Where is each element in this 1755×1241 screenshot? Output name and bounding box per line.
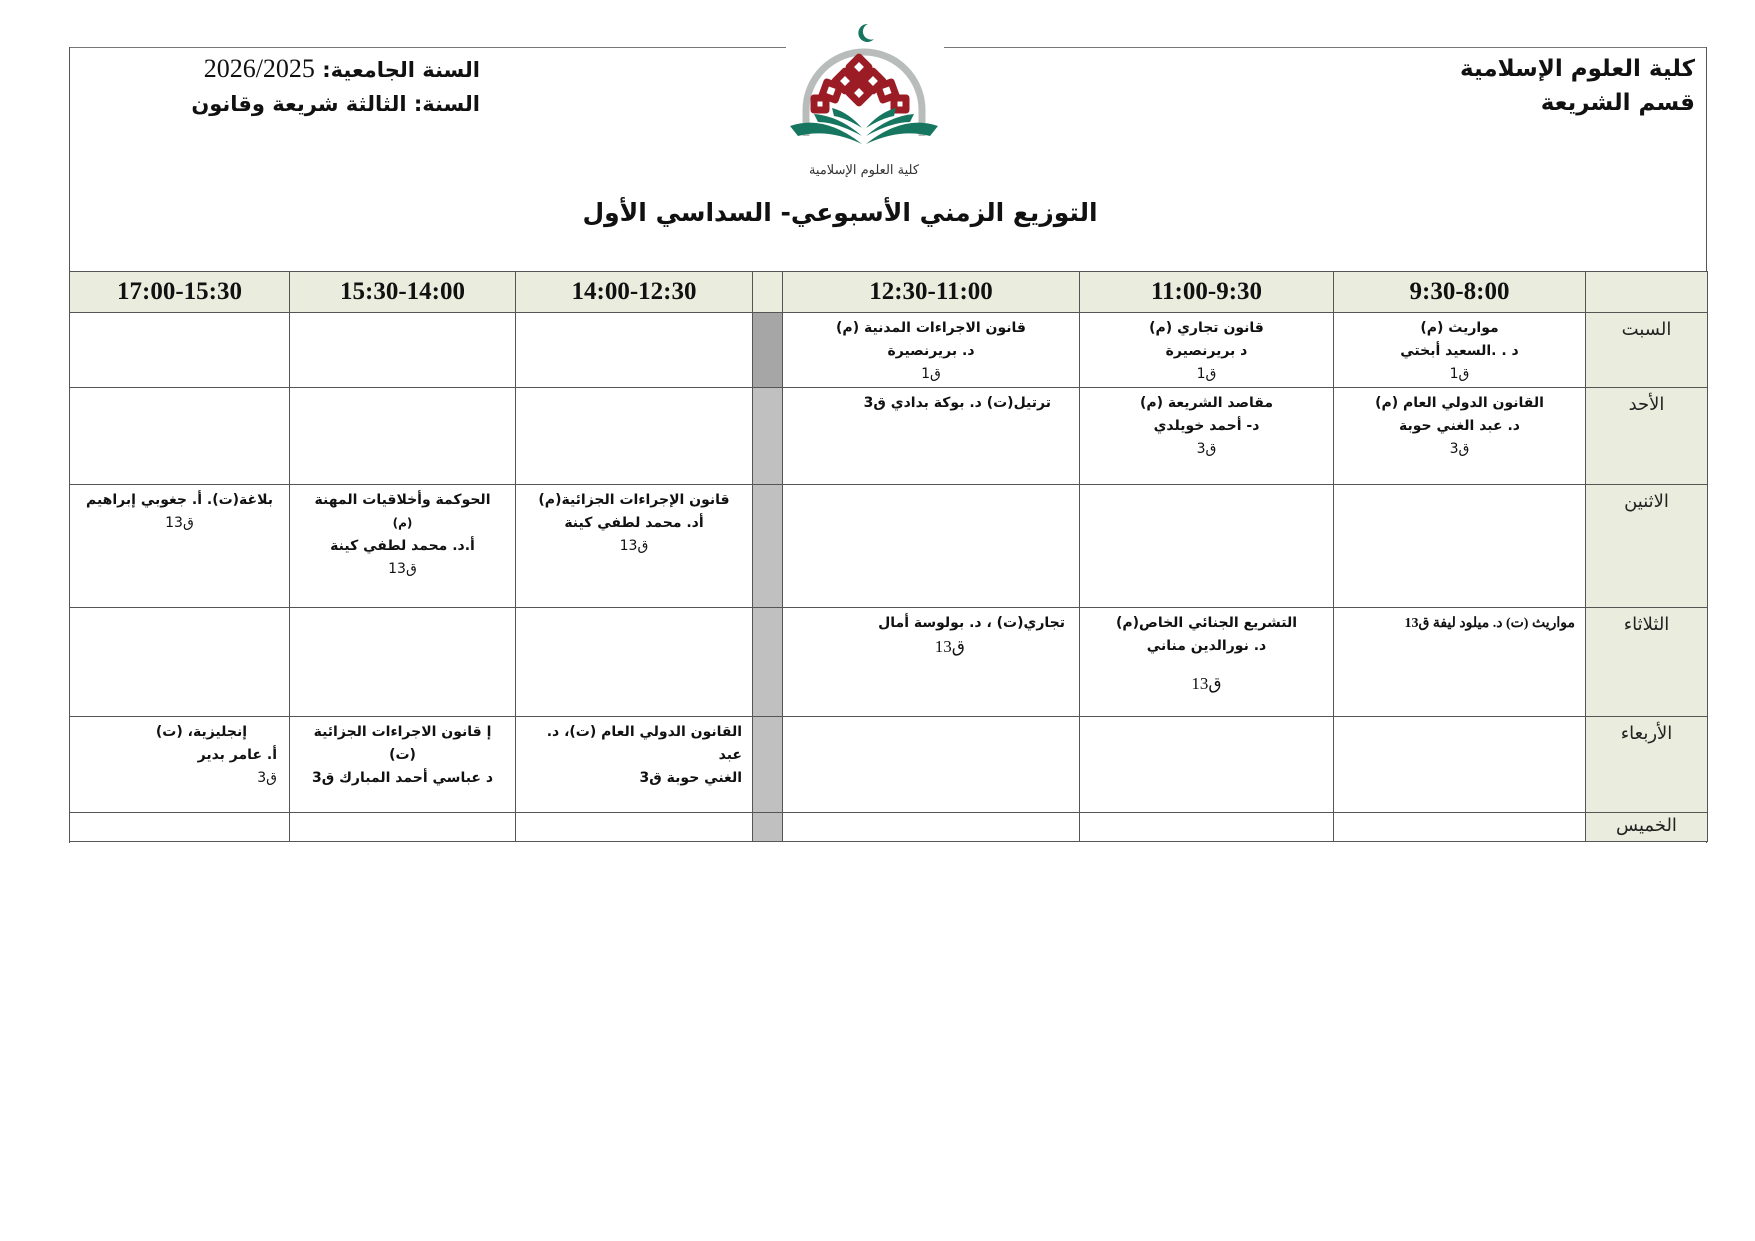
schedule-cell <box>1080 313 1334 388</box>
course-line: إنجليزية، (ت) <box>155 724 247 740</box>
schedule-cell <box>783 388 1080 485</box>
day-label: السبت <box>1586 313 1708 388</box>
room-label: ق13 <box>1191 674 1222 693</box>
cell-spacer <box>1088 658 1325 672</box>
schedule-cell <box>516 813 753 842</box>
schedule-cell <box>1334 717 1586 813</box>
schedule-cell <box>70 608 290 717</box>
schedule-cell <box>1080 485 1334 608</box>
day-row-saturday <box>70 313 1708 388</box>
schedule-cell <box>783 717 1080 813</box>
teacher-line: أ.د. محمد لطفي كينة <box>330 538 475 554</box>
schedule-cell <box>1334 485 1586 608</box>
schedule-cell <box>783 813 1080 842</box>
schedule-cell <box>1080 813 1334 842</box>
schedule-cell <box>1334 388 1586 485</box>
day-row-sunday <box>70 388 1708 485</box>
teacher-line: أ. عامر بدير <box>197 747 277 763</box>
day-row-thursday <box>70 813 1708 842</box>
schedule-cell <box>783 485 1080 608</box>
course-line: تجاري(ت) ، د. بولوسة أمال <box>878 615 1065 631</box>
schedule-cell <box>290 608 516 717</box>
schedule-cell <box>290 813 516 842</box>
schedule-cell <box>290 717 516 813</box>
room-label: ق1 <box>921 366 941 382</box>
teacher-line: أد. محمد لطفي كينة <box>564 515 704 531</box>
study-level: السنة: الثالثة شريعة وقانون <box>191 92 480 116</box>
schedule-cell <box>70 388 290 485</box>
course-line: مواريث (م) <box>1420 320 1499 336</box>
room-label: ق1 <box>1449 366 1470 382</box>
schedule-cell <box>1080 608 1334 717</box>
schedule-cell <box>516 388 753 485</box>
teacher-line: د . .السعيد أبختي <box>1400 343 1519 359</box>
schedule-cell <box>1080 388 1334 485</box>
schedule-cell <box>783 313 1080 388</box>
room-label: ق1 <box>1196 366 1217 382</box>
break-cell <box>753 388 783 485</box>
time-slot-header: 15:30-14:00 <box>290 272 516 313</box>
course-line-continued: الغني حوبة ق3 <box>639 770 742 786</box>
course-line: الحوكمة وأخلاقيات المهنة <box>314 492 491 508</box>
day-label: الثلاثاء <box>1586 608 1708 717</box>
academic-year-label: السنة الجامعية: <box>322 58 480 82</box>
frame-top-border-left <box>69 47 786 48</box>
room-label: ق3 <box>1196 441 1217 457</box>
day-row-monday <box>70 485 1708 608</box>
schedule-cell <box>70 813 290 842</box>
schedule-cell <box>1080 717 1334 813</box>
teacher-line: د بريرنصيرة <box>1165 343 1248 359</box>
course-type: (م) <box>392 516 413 530</box>
day-label: الاثنين <box>1586 485 1708 608</box>
time-slot-header: 17:00-15:30 <box>70 272 290 313</box>
year-header <box>180 52 480 121</box>
open-book-icon <box>790 108 938 144</box>
schedule-cell <box>516 608 753 717</box>
course-line: مقاصد الشريعة (م) <box>1139 395 1274 411</box>
faculty-name: كلية العلوم الإسلامية <box>1460 56 1695 82</box>
schedule-cell <box>290 313 516 388</box>
faculty-logo <box>784 18 944 183</box>
day-label: الخميس <box>1586 813 1708 842</box>
schedule-cell <box>290 485 516 608</box>
course-line: بلاغة(ت). أ. جغوبي إبراهيم <box>85 492 274 508</box>
schedule-cell <box>516 313 753 388</box>
frame-top-border-right <box>944 47 1707 48</box>
teacher-line: د. عبد الغني حوبة <box>1399 418 1520 434</box>
time-header-row <box>70 272 1708 313</box>
course-line: القانون الدولي العام (ت)، د. عبد <box>546 724 742 763</box>
department-name: قسم الشريعة <box>1540 90 1695 116</box>
course-line: التشريع الجنائي الخاص(م) <box>1115 615 1298 631</box>
schedule-cell <box>70 485 290 608</box>
schedule-cell <box>516 717 753 813</box>
time-slot-header: 14:00-12:30 <box>516 272 753 313</box>
course-line: قانون الإجراءات الجزائية(م) <box>538 492 730 508</box>
teacher-line: د. بريرنصيرة <box>887 343 975 359</box>
room-label: ق3 <box>257 770 277 786</box>
schedule-cell <box>1334 813 1586 842</box>
room-label: ق3 <box>1449 441 1470 457</box>
day-label: الأحد <box>1586 388 1708 485</box>
break-column-header <box>753 272 783 313</box>
time-slot-header: 9:30-8:00 <box>1334 272 1586 313</box>
teacher-line: د عباسي أحمد المبارك ق3 <box>311 770 494 786</box>
course-line: قانون تجاري (م) <box>1149 320 1264 336</box>
course-line: قانون الاجراءات المدنية (م) <box>836 320 1026 336</box>
schedule-cell <box>1334 608 1586 717</box>
day-row-wednesday <box>70 717 1708 813</box>
schedule-cell <box>1334 313 1586 388</box>
schedule-cell <box>70 717 290 813</box>
schedule-table <box>69 271 1708 842</box>
break-cell <box>753 313 783 388</box>
break-cell <box>753 485 783 608</box>
time-slot-header: 12:30-11:00 <box>783 272 1080 313</box>
break-cell <box>753 608 783 717</box>
crescent-icon <box>858 24 874 42</box>
teacher-line: د. نورالدين مناني <box>1146 638 1267 654</box>
break-cell <box>753 717 783 813</box>
course-line: القانون الدولي العام (م) <box>1375 395 1544 411</box>
room-label: ق13 <box>388 561 417 577</box>
break-cell <box>753 813 783 842</box>
day-row-tuesday <box>70 608 1708 717</box>
day-column-header <box>1586 272 1708 313</box>
time-slot-header: 11:00-9:30 <box>1080 272 1334 313</box>
academic-year-value: 2026/2025 <box>203 54 315 83</box>
academic-year <box>180 52 480 87</box>
day-label: الأربعاء <box>1586 717 1708 813</box>
teacher-line: د- أحمد خويلدي <box>1153 418 1260 434</box>
logo-calligraphy: كلية العلوم الإسلامية <box>808 163 920 178</box>
course-line: ترتيل(ت) د. بوكة بدادي ق3 <box>863 395 1051 411</box>
schedule-cell <box>783 608 1080 717</box>
course-line: مواريث (ت) د. ميلود ليفة ق13 <box>1404 616 1575 631</box>
schedule-cell <box>70 313 290 388</box>
schedule-cell <box>290 388 516 485</box>
page-title: التوزيع الزمني الأسبوعي- السداسي الأول <box>582 198 1098 227</box>
institution-header <box>1460 52 1695 120</box>
room-label: ق13 <box>165 515 194 531</box>
room-label: ق13 <box>934 637 965 656</box>
schedule-cell <box>516 485 753 608</box>
course-line: إ قانون الاجراءات الجزائية (ت) <box>313 724 492 763</box>
room-label: ق13 <box>619 538 649 554</box>
